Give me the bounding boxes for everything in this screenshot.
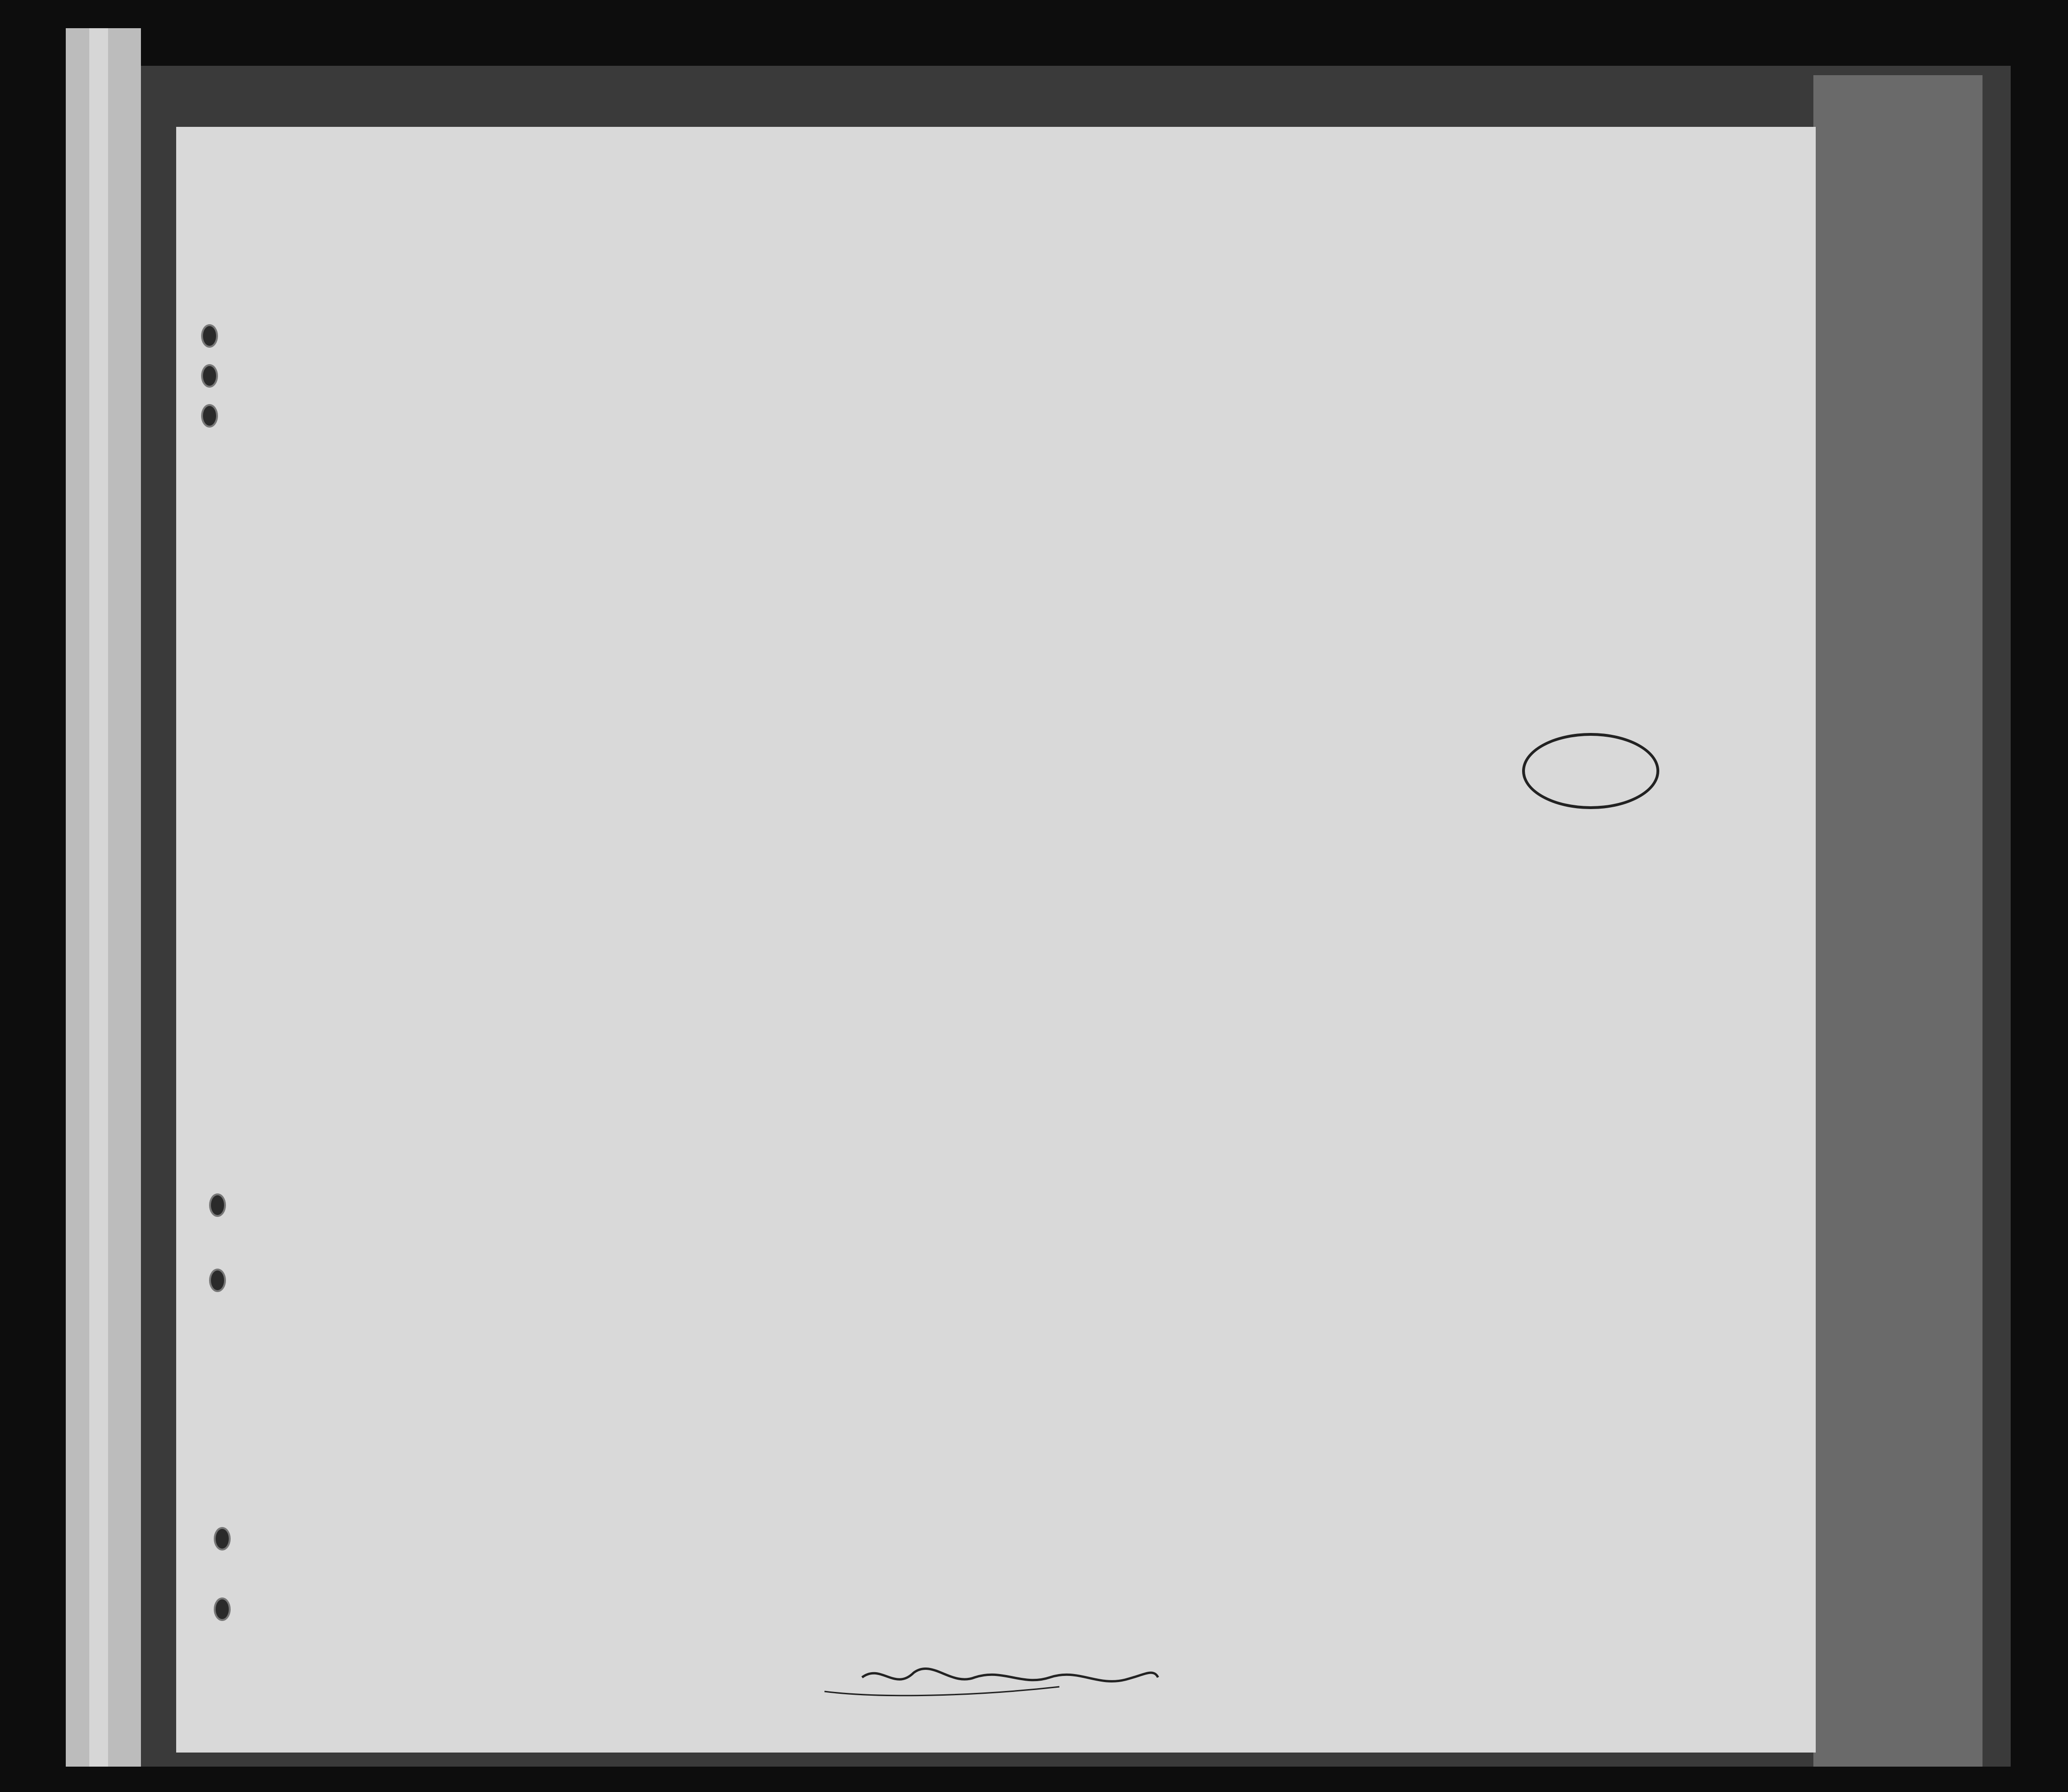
binder-hole [201,404,218,428]
binder-hole [201,324,218,348]
binder-hole [214,1527,231,1550]
binder-hole [214,1597,231,1621]
binder-hole [201,364,218,388]
back-sheet [1813,75,1982,1767]
binder-hole [209,1193,226,1217]
manifest-page [176,127,1816,1753]
binding-strip-edge [89,28,108,1767]
binder-hole [209,1269,226,1292]
inspector-signature [176,127,1816,1753]
